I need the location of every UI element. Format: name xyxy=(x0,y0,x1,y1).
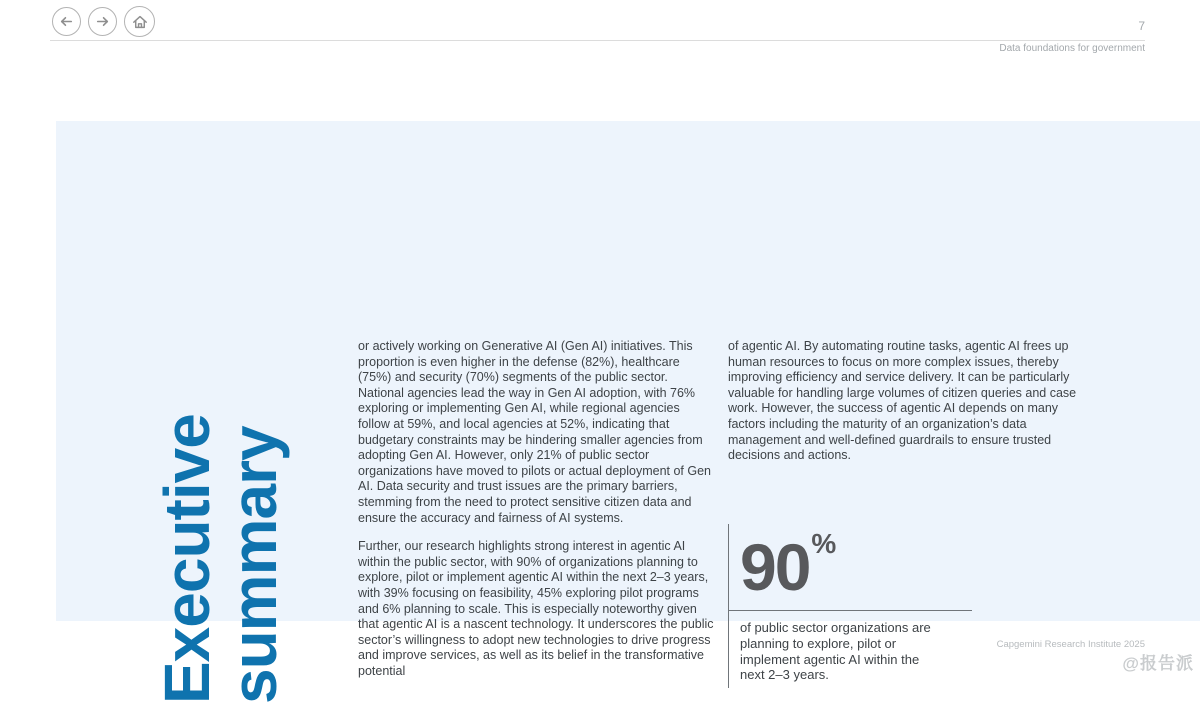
stat-caption: of public sector organizations are planning to explore, pilot or implement agentic AI within the next 2–3 years. xyxy=(740,620,931,683)
stat-percent-sign: % xyxy=(811,528,837,559)
page-title-line1: Executive xyxy=(151,414,223,704)
stat-value xyxy=(740,528,974,604)
report-subtitle: Data foundations for government xyxy=(999,43,1145,54)
stat-number: 90 xyxy=(740,530,810,604)
back-button[interactable] xyxy=(52,7,81,36)
page-title xyxy=(151,388,294,704)
stat-divider xyxy=(729,610,972,611)
watermark: @报告派 xyxy=(1122,654,1194,673)
home-button[interactable] xyxy=(124,6,155,37)
footer-credit: Capgemini Research Institute 2025 xyxy=(996,639,1145,650)
stat-callout xyxy=(728,524,974,688)
paragraph: or actively working on Generative AI (Gen AI) initiatives. This proportion is even higher in the defense (82%), healthcare (75%) and security (70%) segments of the public sector. National agencies lead the way in Gen AI adoption, with 76% exploring or implementing Gen AI, while regional agencies follow at 59%, and local agencies at 52%, indicating that budgetary constraints may be hindering smaller agencies from adopting Gen AI. However, only 21% of public sector organizations have moved to pilots or actual deployment of Gen AI. Data security and trust issues are the primary barriers, stemming from the need to protect sensitive citizen data and ensure the accuracy and fairness of AI systems. xyxy=(358,339,711,525)
forward-button[interactable] xyxy=(88,7,117,36)
paragraph: of agentic AI. By automating routine tasks, agentic AI frees up human resources to focus on more complex issues, thereby improving efficiency and service delivery. It can be particularly valuable for handling large volumes of citizen queries and case work. However, the success of agentic AI depends on many factors including the maturity of an organization’s data management and well-defined guardrails to ensure trusted decisions and actions. xyxy=(728,339,1077,463)
body-column-2 xyxy=(728,339,1080,477)
arrow-left-icon xyxy=(58,13,75,30)
page-number: 7 xyxy=(1138,19,1145,33)
home-icon xyxy=(131,13,149,31)
body-column-1 xyxy=(358,339,714,692)
page-title-line2: summary xyxy=(218,426,290,704)
header-divider xyxy=(50,40,1145,41)
arrow-right-icon xyxy=(94,13,111,30)
paragraph: Further, our research highlights strong interest in agentic AI within the public sector, with 90% of organizations planning to explore, pilot or implement agentic AI within the next 2–3 years, with 39% focusing on feasibility, 45% exploring pilot programs and 6% planning to scale. This is especially noteworthy given that agentic AI is a nascent technology. It underscores the public sector’s willingness to adopt new technologies to drive progress and improve services, as well as its belief in the transformative potential xyxy=(358,539,714,678)
